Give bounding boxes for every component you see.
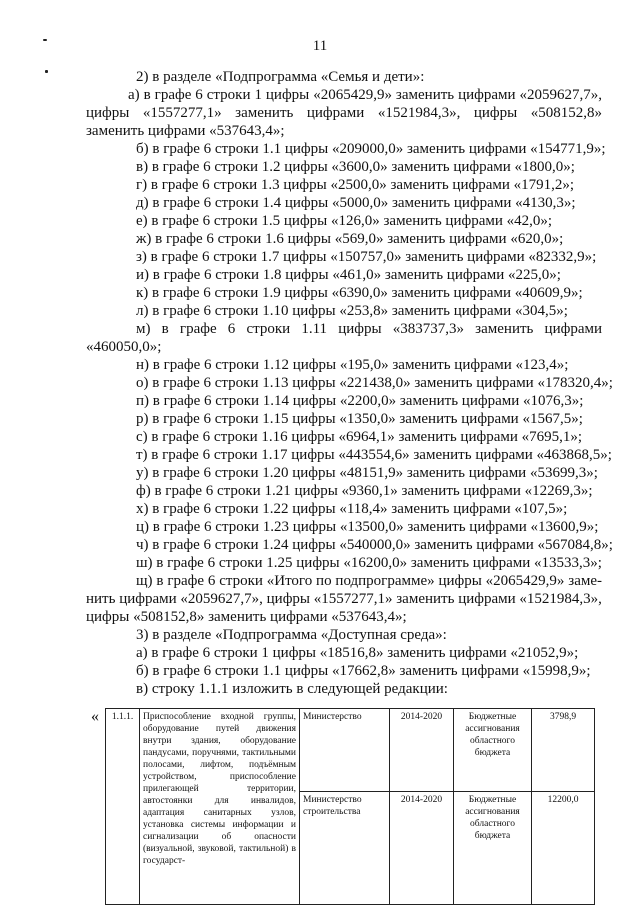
- item-2l: л) в графе 6 строки 1.10 цифры «253,8» заменить цифрами «304,5»;: [136, 303, 568, 319]
- item-2m-line-1: м) в графе 6 строки 1.11 цифры «383737,3» заменить цифрами: [136, 321, 602, 337]
- section-2-heading: 2) в разделе «Подпрограмма «Семья и дети»:: [136, 69, 425, 85]
- page-number: 11: [312, 38, 328, 54]
- item-2n: н) в графе 6 строки 1.12 цифры «195,0» заменить цифрами «123,4»;: [136, 357, 569, 373]
- item-2m-line-2: «460050,0»;: [86, 339, 162, 355]
- amount-cell: 3798,9: [532, 709, 595, 792]
- table-row: [106, 709, 595, 792]
- item-3b: б) в графе 6 строки 1.1 цифры «17662,8» заменить цифрами «15998,9»;: [136, 663, 591, 679]
- item-2a-line-1: а) в графе 6 строки 1 цифры «2065429,9» заменить цифрами «2059627,7»,: [128, 87, 602, 103]
- amount-cell: 12200,0: [532, 792, 595, 905]
- item-3a: а) в графе 6 строки 1 цифры «18516,8» заменить цифрами «21052,9»;: [136, 645, 579, 661]
- item-2b: б) в графе 6 строки 1.1 цифры «209000,0» заменить цифрами «154771,9»;: [136, 141, 606, 157]
- period-cell: 2014-2020: [390, 792, 454, 905]
- item-2u: у) в графе 6 строки 1.20 цифры «48151,9» заменить цифрами «53699,3»;: [136, 465, 598, 481]
- item-2zh: ж) в графе 6 строки 1.6 цифры «569,0» заменить цифрами «620,0»;: [136, 231, 564, 247]
- item-2s: с) в графе 6 строки 1.16 цифры «6964,1» заменить цифрами «7695,1»;: [136, 429, 583, 445]
- item-2g: г) в графе 6 строки 1.3 цифры «2500,0» заменить цифрами «1791,2»;: [136, 177, 575, 193]
- funding-source-cell: Бюджетные ассигнования областного бюджета: [454, 709, 532, 792]
- item-2shch-line-3: цифры «508152,8» заменить цифрами «537643,4»;: [86, 609, 407, 625]
- item-2t: т) в графе 6 строки 1.17 цифры «443554,6» заменить цифрами «463868,5»;: [136, 447, 612, 463]
- row-number-cell: 1.1.1.: [106, 709, 140, 905]
- item-2a-line-2: цифры «1557277,1» заменить цифрами «1521984,3», цифры «508152,8»: [86, 105, 602, 121]
- item-2a-line-3: заменить цифрами «537643,4»;: [86, 123, 285, 139]
- period-cell: 2014-2020: [390, 709, 454, 792]
- funding-source-cell: Бюджетные ассигнования областного бюджета: [454, 792, 532, 905]
- executor-cell: Министерство строительства: [300, 792, 390, 905]
- program-row-table: [105, 708, 595, 905]
- item-2p: п) в графе 6 строки 1.14 цифры «2200,0» заменить цифрами «1076,3»;: [136, 393, 584, 409]
- item-2shch-line-2: нить цифрами «2059627,7», цифры «1557277,1» заменить цифрами «1521984,3»,: [86, 591, 602, 607]
- item-2i: и) в графе 6 строки 1.8 цифры «461,0» заменить цифрами «225,0»;: [136, 267, 561, 283]
- item-3v: в) строку 1.1.1 изложить в следующей редакции:: [136, 681, 448, 697]
- item-2kh: х) в графе 6 строки 1.22 цифры «118,4» заменить цифрами «107,5»;: [136, 501, 568, 517]
- description-cell: Приспособление входной группы, оборудование путей движения внутри здания, оборудование пандусами, поручнями, тактильными полосами, лифтом, подъёмным устройством, приспособление прилегающей территории, автостоянки для инвалидов, адаптация санитарных узлов, установка системы информации и сигнализации об опасности (визуальной, звуковой, тактильной) в государст-: [140, 709, 300, 905]
- table-open-quote: «: [91, 708, 99, 725]
- item-2v: в) в графе 6 строки 1.2 цифры «3600,0» заменить цифрами «1800,0»;: [136, 159, 575, 175]
- item-2o: о) в графе 6 строки 1.13 цифры «221438,0» заменить цифрами «178320,4»;: [136, 375, 613, 391]
- item-2k: к) в графе 6 строки 1.9 цифры «6390,0» заменить цифрами «40609,9»;: [136, 285, 583, 301]
- item-2sh: ш) в графе 6 строки 1.25 цифры «16200,0» заменить цифрами «13533,3»;: [136, 555, 602, 571]
- item-2shch-line-1: щ) в графе 6 строки «Итого по подпрограмме» цифры «2065429,9» заме-: [136, 573, 602, 589]
- scan-speck-bottom: [45, 70, 48, 73]
- item-2f: ф) в графе 6 строки 1.21 цифры «9360,1» заменить цифрами «12269,3»;: [136, 483, 593, 499]
- item-2r: р) в графе 6 строки 1.15 цифры «1350,0» заменить цифрами «1567,5»;: [136, 411, 583, 427]
- section-3-heading: 3) в разделе «Подпрограмма «Доступная среда»:: [136, 627, 447, 643]
- item-2ts: ц) в графе 6 строки 1.23 цифры «13500,0» заменить цифрами «13600,9»;: [136, 519, 599, 535]
- item-2z: з) в графе 6 строки 1.7 цифры «150757,0» заменить цифрами «82332,9»;: [136, 249, 597, 265]
- executor-cell: Министерство: [300, 709, 390, 792]
- item-2d: д) в графе 6 строки 1.4 цифры «5000,0» заменить цифрами «4130,3»;: [136, 195, 576, 211]
- item-2ch: ч) в графе 6 строки 1.24 цифры «540000,0» заменить цифрами «567084,8»;: [136, 537, 613, 553]
- item-2e: е) в графе 6 строки 1.5 цифры «126,0» заменить цифрами «42,0»;: [136, 213, 553, 229]
